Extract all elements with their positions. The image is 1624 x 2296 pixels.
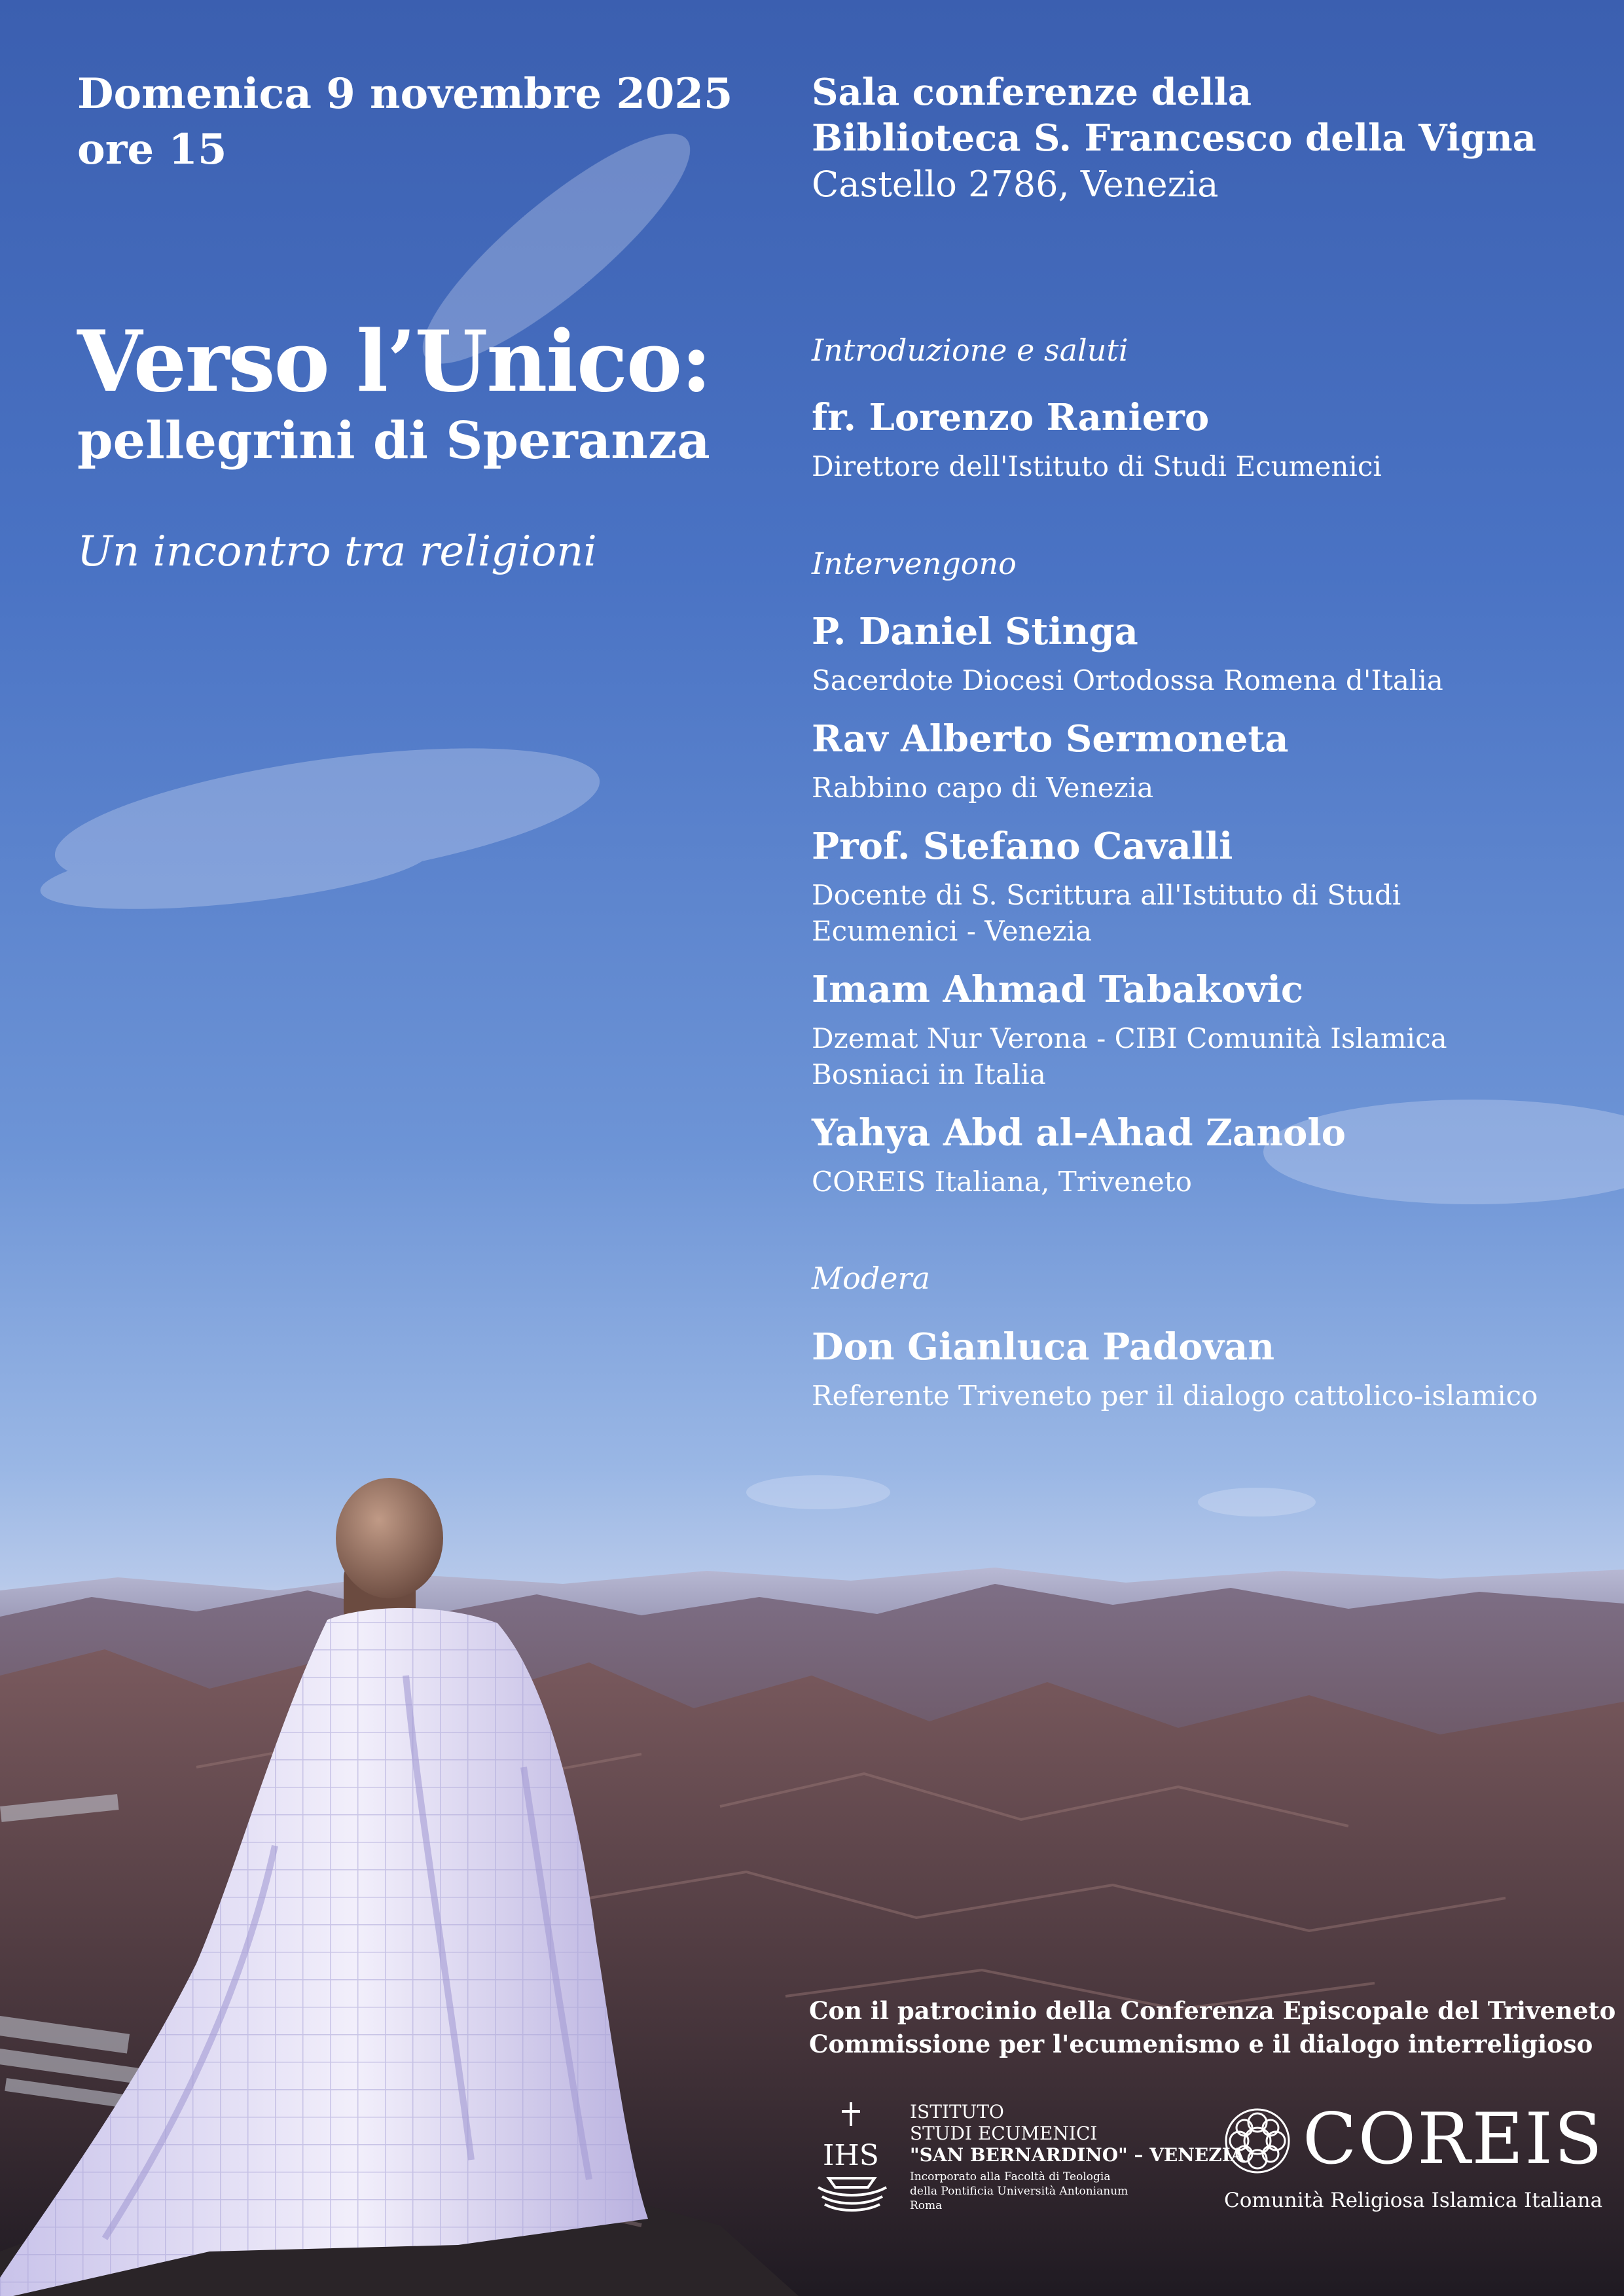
speaker-role: Bosniaci in Italia	[812, 1058, 1046, 1090]
speaker-name: Yahya Abd al-Ahad Zanolo	[812, 1111, 1346, 1155]
coreis-emblem-icon	[1223, 2106, 1292, 2176]
speaker-role: Rabbino capo di Venezia	[812, 772, 1154, 804]
venue-line-1: Sala conferenze della	[812, 71, 1252, 114]
coreis-subtitle: Comunità Religiosa Islamica Italiana	[1224, 2189, 1603, 2212]
speaker-role: Sacerdote Diocesi Ortodossa Romena d'Italia	[812, 664, 1443, 696]
speaker-role: Docente di S. Scrittura all'Istituto di Studi	[812, 879, 1401, 911]
event-subtitle: pellegrini di Speranza	[77, 411, 710, 471]
event-date: Domenica 9 novembre 2025	[77, 69, 733, 118]
speaker-role: Dzemat Nur Verona - CIBI Comunità Islamica	[812, 1022, 1447, 1054]
speaker-name: Rav Alberto Sermoneta	[812, 717, 1289, 761]
ise-text-3: "SAN BERNARDINO" – VENEZIA	[910, 2144, 1245, 2166]
venue-address: Castello 2786, Venezia	[812, 164, 1219, 205]
ise-note-2: della Pontificia Università Antonianum	[910, 2185, 1128, 2198]
intro-label: Introduzione e saluti	[812, 332, 1128, 368]
ise-text-1: ISTITUTO	[910, 2101, 1004, 2123]
speaker-name: P. Daniel Stinga	[812, 610, 1138, 653]
sponsorship-line-2: Commissione per l'ecumenismo e il dialogo interreligioso	[809, 2030, 1593, 2058]
speaker-name: Prof. Stefano Cavalli	[812, 825, 1233, 868]
event-time: ore 15	[77, 125, 227, 174]
event-tagline: Un incontro tra religioni	[77, 528, 597, 576]
speaker-role: Ecumenici - Venezia	[812, 915, 1092, 947]
coreis-wordmark: COREIS	[1303, 2098, 1604, 2180]
moderator-label: Modera	[812, 1261, 930, 1296]
ihs-monogram: IHS	[823, 2139, 879, 2172]
venue-line-2: Biblioteca S. Francesco della Vigna	[812, 117, 1536, 160]
moderator-name: Don Gianluca Padovan	[812, 1325, 1275, 1369]
event-title: Verso l’Unico:	[77, 313, 711, 411]
moderator-role: Referente Triveneto per il dialogo cattolico-islamico	[812, 1380, 1538, 1412]
sponsorship-line-1: Con il patrocinio della Conferenza Episcopale del Triveneto	[809, 1996, 1616, 2025]
speaker-name: Imam Ahmad Tabakovic	[812, 968, 1303, 1011]
intro-speaker-name: fr. Lorenzo Raniero	[812, 396, 1210, 439]
intro-speaker-role: Direttore dell'Istituto di Studi Ecumenici	[812, 450, 1382, 482]
speaker-role: COREIS Italiana, Triveneto	[812, 1166, 1192, 1198]
speakers-label: Intervengono	[812, 546, 1017, 581]
ise-text-2: STUDI ECUMENICI	[910, 2123, 1098, 2144]
ise-note-1: Incorporato alla Facoltà di Teologia	[910, 2170, 1111, 2183]
ise-note-3: Roma	[910, 2199, 943, 2212]
